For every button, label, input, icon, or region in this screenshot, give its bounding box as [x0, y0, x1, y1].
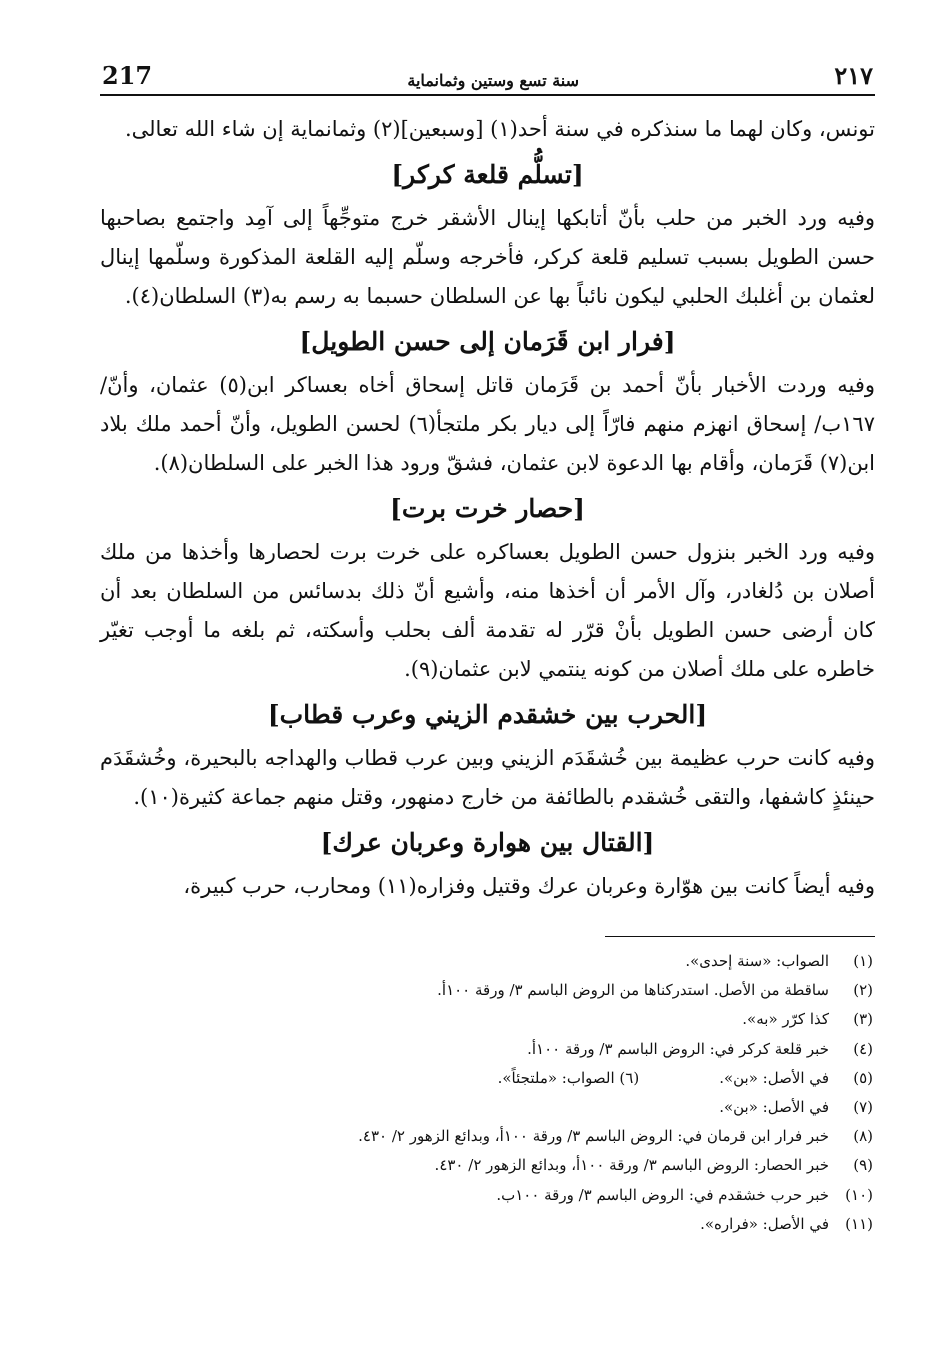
section-heading-khushqadam: [الحرب بين خشقدم الزيني وعرب قطاب]	[267, 700, 708, 729]
footnote-text: الصواب: «سنة إحدى».	[685, 952, 829, 970]
footnote-item	[100, 1035, 873, 1064]
section-paragraph-qaraman: وفيه وردت الأخبار بأنّ أحمد بن قَرَمان قاتل إسحاق أخاه بعساكر ابن(٥) عثمان، وأنّ/ ١٦٧ب/ إسحاق انهزم منهم فارّاً إلى ديار بكر ملتجأ(٦) لحسن الطويل، وأنّ أحمد ملك بلاد ابن(٧) قَرَمان، وأقام بها الدعوة لابن عثمان، فشقّ ورود هذا الخبر على السلطان(٨).	[100, 373, 876, 475]
footnote-item	[100, 1210, 873, 1239]
section-paragraph-karkar: وفيه ورد الخبر من حلب بأنّ أتابكها إينال الأشقر خرج متوجِّهاً إلى آمِد واجتمع بصاحبها حسن الطويل بسبب تسليم قلعة كركر، فأخرجه وسلّم إليه القلعة المذكورة وسلّمها إينال لعثمان بن أغلبك الحلبي ليكون نائباً بها عن السلطان حسبما به رسم به(٣) السلطان(٤).	[100, 206, 875, 308]
section-heading-hawwara: [القتال بين هوارة وعربان عرك]	[320, 828, 655, 857]
footnote-item	[100, 976, 873, 1005]
footnote-number: (١٠)	[845, 1185, 873, 1204]
footnote-item	[100, 1181, 873, 1210]
footnote-text: خبر قلعة كركر في: الروض الباسم ٣/ ورقة ١٠٠أ.	[527, 1039, 829, 1058]
footnote-number: (٥)	[853, 1068, 873, 1087]
footnote-number: (٩)	[853, 1156, 873, 1175]
page-number-arabic: ٢١٧	[834, 61, 873, 90]
footnote-text: خبر حرب خشقدم في: الروض الباسم ٣/ ورقة ١٠٠ب.	[496, 1185, 829, 1204]
section-heading-kharput: [حصار خرت برت]	[390, 494, 585, 523]
footnote-text: خبر فرار ابن قرمان في: الروض الباسم ٣/ ورقة ١٠٠أ، وبدائع الزهور ٢/ ٤٣٠.	[358, 1127, 829, 1146]
running-title: سنة تسع وستين وثمانماية	[407, 71, 580, 90]
footnote-number: (٤)	[853, 1039, 873, 1058]
page-header	[100, 56, 875, 96]
section-paragraph-khushqadam: وفيه كانت حرب عظيمة بين خُشقَدَم الزيني وبين عرب قطاب والهداجه بالبحيرة، وخُشقَدَم حينئذٍ كاشفها، والتقى خُشقدم بالطائفة من خارج دمنهور، وقتل منهم جماعة كثيرة(١٠).	[100, 746, 875, 809]
footnote-text: خبر الحصار: الروض الباسم ٣/ ورقة ١٠٠أ، وبدائع الزهور ٢/ ٤٣٠.	[434, 1156, 829, 1175]
footnote-text: ساقطة من الأصل. استدركناها من الروض الباسم ٣/ ورقة ١٠٠أ.	[437, 981, 829, 1000]
footnote-text: في الأصل: «بن».	[719, 1098, 829, 1117]
footnote-text: في الأصل: «بن».	[719, 1068, 829, 1087]
section-paragraph-hawwara: وفيه أيضاً كانت بين هوّارة وعربان عرك وقتيل وفزاره(١١) ومحارب، حرب كبيرة،	[183, 874, 875, 898]
footnote-item	[100, 1005, 873, 1034]
footnote-text: كذا كرّر «به».	[742, 1010, 829, 1029]
footnote-number: (٣)	[853, 1010, 873, 1029]
section-heading-karkar: [تسلُّم قلعة كركر]	[391, 160, 584, 189]
footnote-item	[100, 947, 873, 976]
footnote-item	[100, 1093, 873, 1122]
footnote-divider	[605, 936, 875, 937]
footnote-number: (٨)	[853, 1127, 873, 1146]
section-paragraph-kharput: وفيه ورد الخبر بنزول حسن الطويل بعساكره على خرت برت لحصارها وأخذها من ملك أصلان بن دُلغادر، وآل الأمر أن أخذها منه، وأشيع أنّ ذلك بدسائس من السلطان بعد أن كان أرضى حسن الطويل بأنْ قرّر له تقدمة ألف بحلب وأسكته، ثم بلغه ما أوجب تغيّر خاطره على ملك أصلان من كونه ينتمي لابن عثمان(٩).	[100, 540, 875, 681]
footnote-number: (١١)	[845, 1214, 873, 1233]
footnote-text-inline: (٦) الصواب: «ملتجئاً».	[497, 1068, 640, 1087]
main-text	[100, 110, 875, 906]
section-heading-qaraman: [فرار ابن قَرَمان إلى حسن الطويل]	[299, 327, 676, 356]
footnote-number: (١)	[853, 952, 873, 970]
footnote-number: (٢)	[853, 981, 873, 1000]
intro-paragraph: تونس، وكان لهما ما سنذكره في سنة أحد(١) [وسبعين](٢) وثمانماية إن شاء الله تعالى.	[124, 117, 875, 141]
footnote-item	[100, 1151, 873, 1180]
footnotes	[100, 947, 875, 1239]
footnote-number: (٧)	[853, 1098, 873, 1117]
footnote-item	[100, 1064, 873, 1093]
footnote-item	[100, 1122, 873, 1151]
footnote-text: في الأصل: «فراره».	[700, 1214, 829, 1233]
page-number-latin: 217	[102, 61, 153, 90]
